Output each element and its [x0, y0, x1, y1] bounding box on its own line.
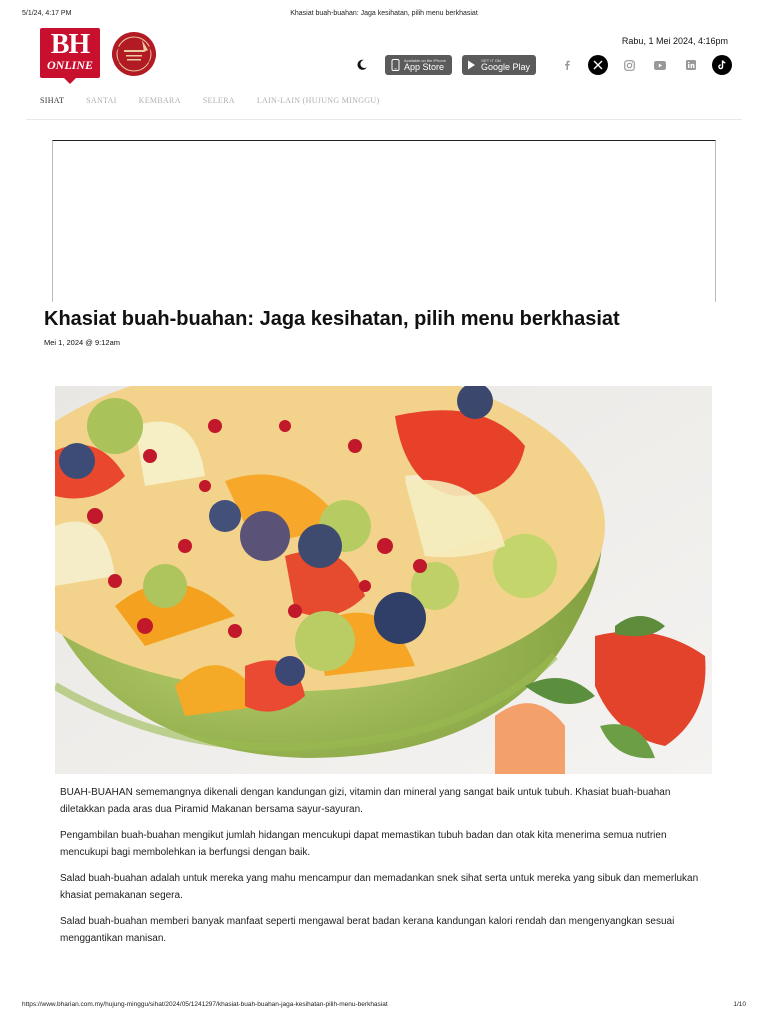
article-paragraph: Salad buah-buahan adalah untuk mereka yang mahu mencampur dan memadankan snek sihat serta untuk mereka yang sibuk dan memerlukan khasiat pemakanan segera.: [60, 873, 699, 901]
nav-item-lain-lain-hujung-minggu[interactable]: LAIN-LAIN (HUJUNG MINGGU): [256, 96, 380, 105]
nav-divider: [26, 119, 742, 120]
article-paragraph: Pengambilan buah-buahan mengikut jumlah hidangan mencukupi dapat memastikan tubuh badan dan otak kita menerima semua nutrien mencukupi bagi membolehkan ia berfungsi dengan baik.: [60, 830, 667, 858]
bh-online-logo[interactable]: [40, 28, 100, 78]
app-store-label: App Store: [404, 61, 445, 72]
youtube-icon[interactable]: [650, 55, 670, 75]
print-page-number: 1/10: [733, 1001, 746, 1008]
header-icons: [355, 54, 732, 76]
logo-pointer: [64, 78, 76, 84]
print-url: https://www.bharian.com.my/hujung-minggu/sihat/2024/05/1241297/khasiat-buah-buahan-jaga-kesihatan-pilih-menu-berkhasiat: [22, 1001, 388, 1008]
logo-sub-text: ONLINE: [46, 58, 93, 72]
nav-item-santai[interactable]: SANTAI: [86, 96, 117, 105]
apple-icon: [389, 58, 401, 72]
tiktok-icon[interactable]: [712, 55, 732, 75]
section-nav: [40, 96, 401, 110]
article-paragraph: Salad buah-buahan memberi banyak manfaat seperti mengawal berat badan kerana kandungan kalori rendah dan mengenyangkan sesuai menggantikan manisan.: [60, 916, 675, 944]
app-store-button[interactable]: [385, 55, 452, 75]
nav-item-sihat[interactable]: SIHAT: [40, 96, 65, 105]
google-play-button[interactable]: [462, 55, 536, 75]
google-play-small-label: GET IT ON: [480, 57, 501, 63]
award-seal-icon: [104, 28, 162, 80]
nav-item-kembara[interactable]: KEMBARA: [138, 96, 181, 105]
google-play-label: Google Play: [480, 61, 530, 72]
article-title: Khasiat buah-buahan: Jaga kesihatan, pilih menu berkhasiat: [44, 308, 620, 330]
print-datetime: 5/1/24, 4:17 PM: [22, 10, 72, 17]
google-play-icon: [466, 58, 478, 72]
app-store-small-label: Available on the iPhone: [404, 57, 446, 63]
print-footer: [22, 1001, 746, 1011]
article-body: [60, 784, 708, 956]
article-hero-image: [55, 386, 712, 774]
article-date: Mei 1, 2024 @ 9:12am: [44, 338, 120, 347]
print-page-title: Khasiat buah-buahan: Jaga kesihatan, pilih menu berkhasiat: [290, 10, 478, 17]
site-header: [22, 26, 746, 90]
logo-main-text: BH: [50, 29, 90, 60]
instagram-icon[interactable]: [619, 55, 639, 75]
x-twitter-icon[interactable]: [588, 55, 608, 75]
article-paragraph: BUAH-BUAHAN sememangnya dikenali dengan kandungan gizi, vitamin dan mineral yang sangat baik untuk tubuh. Khasiat buah-buahan diletakkan pada aras dua Piramid Makanan bersama sayur-sayuran.: [60, 787, 671, 815]
header-date: Rabu, 1 Mei 2024, 4:16pm: [621, 36, 728, 46]
dark-mode-moon-icon[interactable]: [355, 58, 369, 72]
advertisement-slot: [52, 140, 716, 302]
linkedin-icon[interactable]: [681, 55, 701, 75]
nav-item-selera[interactable]: SELERA: [202, 96, 235, 105]
facebook-icon[interactable]: [557, 55, 577, 75]
print-header: [22, 10, 746, 22]
